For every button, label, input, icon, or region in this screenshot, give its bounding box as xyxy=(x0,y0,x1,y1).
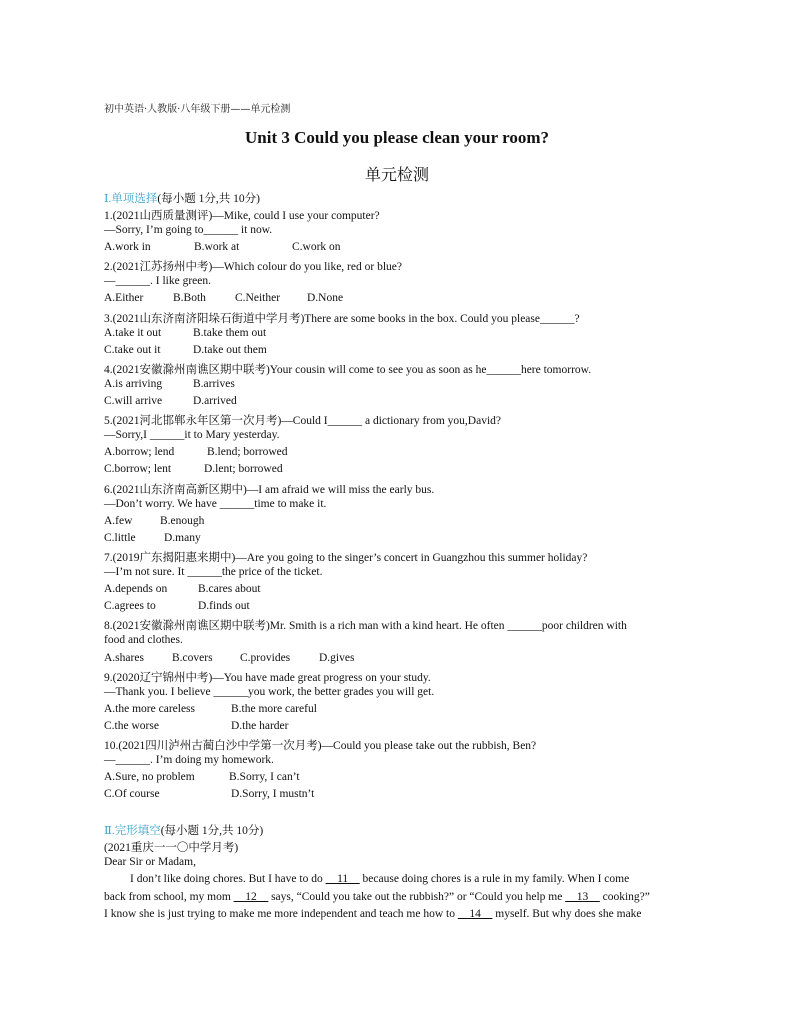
question-5-option-b: B.lend; borrowed xyxy=(207,446,288,458)
section-1-accent: Ⅰ.单项选择 xyxy=(104,193,158,205)
question-5-line-2: —Sorry,I ______it to Mary yesterday. xyxy=(104,429,280,441)
section-heading-2 xyxy=(104,822,263,838)
blank-14: __14__ xyxy=(457,908,493,920)
question-9-option-a: A.the more careless xyxy=(104,703,196,715)
passage-line-1 xyxy=(130,873,629,885)
question-2-option-b: B.Both xyxy=(173,292,206,304)
question-7-option-c: C.agrees to xyxy=(104,600,156,612)
page-header: 初中英语·人教版·八年级下册——单元检测 xyxy=(104,104,291,115)
question-4-option-c: C.will arrive xyxy=(104,395,163,407)
question-1-option-b: B.work at xyxy=(194,241,240,253)
blank-11: __11__ xyxy=(325,873,360,885)
section-1-rest: (每小题 1分,共 10分) xyxy=(157,193,260,205)
question-4-option-a: A.is arriving xyxy=(104,378,163,390)
question-5-option-a: A.borrow; lend xyxy=(104,446,175,458)
question-7-line-1: 7.(2019广东揭阳惠来期中)—Are you going to the singer’s concert in Guangzhou this summer holiday? xyxy=(104,552,588,564)
question-2-line-2: —______. I like green. xyxy=(104,275,211,287)
question-5-option-c: C.borrow; lent xyxy=(104,463,172,475)
question-3-option-a: A.take it out xyxy=(104,327,162,339)
passage-line-3 xyxy=(104,908,642,920)
question-9-line-1: 9.(2020辽宁锦州中考)—You have made great progress on your study. xyxy=(104,672,431,684)
question-8-option-b: B.covers xyxy=(172,652,213,664)
question-7-option-b: B.cares about xyxy=(198,583,261,595)
question-7-line-2: —I’m not sure. It ______the price of the ticket. xyxy=(104,566,323,578)
page-title: Unit 3 Could you please clean your room? xyxy=(245,128,549,147)
passage-text: because doing chores is a rule in my family. When I come xyxy=(359,873,630,885)
passage-text: back from school, my mom xyxy=(104,891,234,903)
section-2-accent: Ⅱ.完形填空 xyxy=(104,825,161,837)
question-3-option-b: B.take them out xyxy=(193,327,267,339)
question-9-line-2: —Thank you. I believe ______you work, the better grades you will get. xyxy=(104,686,435,698)
passage-text: says, “Could you take out the rubbish?” or “Could you help me xyxy=(268,891,566,903)
passage-text: myself. But why does she make xyxy=(492,908,642,920)
question-10-line-1: 10.(2021四川泸州古蔺白沙中学第一次月考)—Could you please take out the rubbish, Ben? xyxy=(104,740,537,752)
blank-13: __13__ xyxy=(565,891,600,903)
page-subtitle: 单元检测 xyxy=(364,165,429,184)
question-3-option-d: D.take out them xyxy=(193,344,267,356)
section-heading-1 xyxy=(104,190,260,206)
question-5-line-1: 5.(2021河北邯郸永年区第一次月考)—Could I______ a dictionary from you,David? xyxy=(104,415,502,427)
question-10-line-2: —______. I’m doing my homework. xyxy=(104,754,274,766)
question-1-option-c: C.work on xyxy=(292,241,341,253)
blank-12: __12__ xyxy=(233,891,269,903)
question-1-line-1: 1.(2021山西质量测评)—Mike, could I use your computer? xyxy=(104,210,380,222)
question-1-line-2: —Sorry, I’m going to______ it now. xyxy=(104,224,273,236)
question-3-line-1: 3.(2021山东济南济阳垛石街道中学月考)There are some books in the box. Could you please______? xyxy=(104,313,580,325)
question-7-option-d: D.finds out xyxy=(198,600,250,612)
question-6-option-d: D.many xyxy=(164,532,201,544)
question-8-option-c: C.provides xyxy=(240,652,291,664)
passage-text: cooking?” xyxy=(599,891,650,903)
passage-line-2 xyxy=(104,891,650,903)
passage-text: I don’t like doing chores. But I have to do xyxy=(130,873,326,885)
question-6-option-c: C.little xyxy=(104,532,136,544)
question-8-option-d: D.gives xyxy=(319,652,355,664)
question-9-option-d: D.the harder xyxy=(231,720,289,732)
question-10-option-b: B.Sorry, I can’t xyxy=(229,771,300,783)
passage-source: (2021重庆一一〇中学月考) xyxy=(104,842,239,854)
question-9-option-c: C.the worse xyxy=(104,720,159,732)
question-8-line-2: food and clothes. xyxy=(104,634,183,646)
question-2-option-d: D.None xyxy=(307,292,344,304)
question-6-line-1: 6.(2021山东济南高新区期中)—I am afraid we will miss the early bus. xyxy=(104,484,435,496)
question-9-option-b: B.the more careful xyxy=(231,703,317,715)
question-1-option-a: A.work in xyxy=(104,241,151,253)
question-2-option-a: A.Either xyxy=(104,292,144,304)
question-8-option-a: A.shares xyxy=(104,652,144,664)
question-2-line-1: 2.(2021江苏扬州中考)—Which colour do you like, red or blue? xyxy=(104,261,402,273)
question-6-option-b: B.enough xyxy=(160,515,205,527)
question-10-option-d: D.Sorry, I mustn’t xyxy=(231,788,315,800)
question-10-option-c: C.Of course xyxy=(104,788,160,800)
section-2-rest: (每小题 1分,共 10分) xyxy=(160,825,264,837)
question-4-option-d: D.arrived xyxy=(193,395,237,407)
passage-text: I know she is just trying to make me more independent and teach me how to xyxy=(104,908,458,920)
question-10-option-a: A.Sure, no problem xyxy=(104,771,195,783)
question-5-option-d: D.lent; borrowed xyxy=(204,463,283,475)
question-6-line-2: —Don’t worry. We have ______time to make it. xyxy=(104,498,327,510)
question-6-option-a: A.few xyxy=(104,515,133,527)
question-4-option-b: B.arrives xyxy=(193,378,235,390)
question-8-line-1: 8.(2021安徽滁州南谯区期中联考)Mr. Smith is a rich man with a kind heart. He often ______poor children with xyxy=(104,620,627,632)
question-3-option-c: C.take out it xyxy=(104,344,161,356)
question-4-line-1: 4.(2021安徽滁州南谯区期中联考)Your cousin will come to see you as soon as he______here tomorrow. xyxy=(104,364,592,376)
question-2-option-c: C.Neither xyxy=(235,292,281,304)
question-7-option-a: A.depends on xyxy=(104,583,168,595)
passage-greeting: Dear Sir or Madam, xyxy=(104,856,196,868)
